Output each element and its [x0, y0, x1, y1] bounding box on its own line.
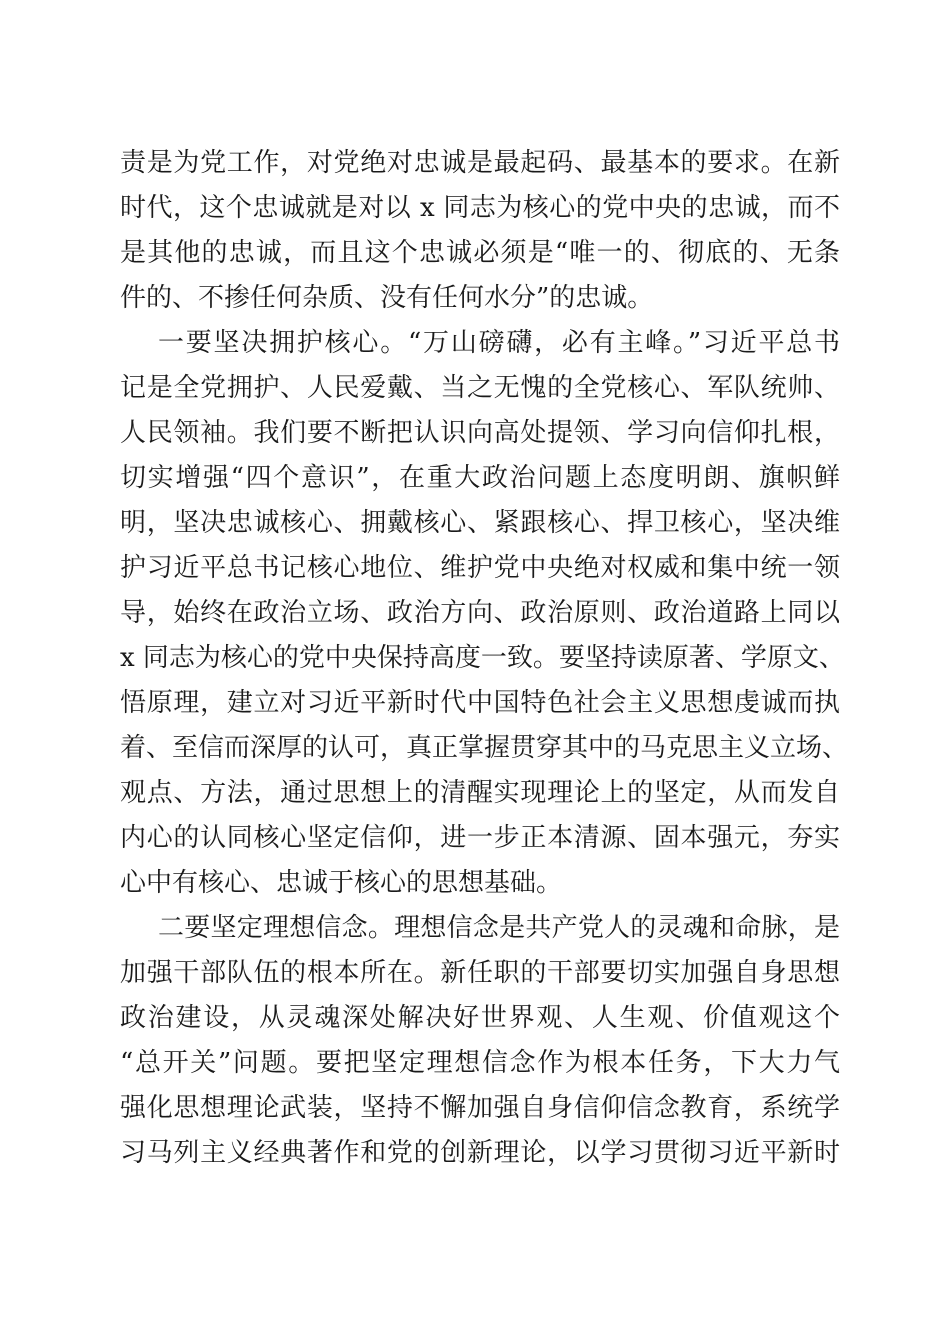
- paragraph-heading-line: 二要坚定理想信念。理想信念是共产党人的灵魂和命脉，是: [158, 913, 840, 943]
- text-line: 时代，这个忠诚就是对以 x 同志为核心的党中央的忠诚，而不: [120, 193, 840, 223]
- text-line: 政治建设，从灵魂深处解决好世界观、人生观、价值观这个: [120, 1003, 840, 1033]
- text-line: 内心的认同核心坚定信仰，进一步正本清源、固本强元，夯实: [120, 823, 840, 853]
- text-line: 切实增强“四个意识”，在重大政治问题上态度明朗、旗帜鲜: [120, 463, 840, 493]
- text-line: 加强干部队伍的根本所在。新任职的干部要切实加强自身思想: [120, 958, 840, 988]
- text-line: 记是全党拥护、人民爱戴、当之无愧的全党核心、军队统帅、: [120, 373, 840, 403]
- text-line: 护习近平总书记核心地位、维护党中央绝对权威和集中统一领: [120, 553, 840, 583]
- text-line: 悟原理，建立对习近平新时代中国特色社会主义思想虔诚而执: [120, 688, 840, 718]
- text-line: 明，坚决忠诚核心、拥戴核心、紧跟核心、捍卫核心，坚决维: [120, 508, 840, 538]
- text-line: 责是为党工作，对党绝对忠诚是最起码、最基本的要求。在新: [120, 148, 840, 178]
- text-line: 强化思想理论武装，坚持不懈加强自身信仰信念教育，系统学: [120, 1093, 840, 1123]
- text-line: 习马列主义经典著作和党的创新理论，以学习贯彻习近平新时: [120, 1138, 840, 1168]
- text-line: 着、至信而深厚的认可，真正掌握贯穿其中的马克思主义立场、: [120, 733, 849, 763]
- text-line: 件的、不掺任何杂质、没有任何水分”的忠诚。: [120, 283, 654, 313]
- text-line: 导，始终在政治立场、政治方向、政治原则、政治道路上同以: [120, 598, 840, 628]
- text-line: 观点、方法，通过思想上的清醒实现理论上的坚定，从而发自: [120, 778, 840, 808]
- text-line: 心中有核心、忠诚于核心的思想基础。: [120, 868, 563, 898]
- text-line: x 同志为核心的党中央保持高度一致。要坚持读原著、学原文、: [120, 643, 845, 673]
- text-line: 是其他的忠诚，而且这个忠诚必须是“唯一的、彻底的、无条: [120, 238, 840, 268]
- text-line: “总开关”问题。要把坚定理想信念作为根本任务，下大力气: [120, 1048, 840, 1078]
- paragraph-heading-line: 一要坚决拥护核心。“万山磅礴，必有主峰。”习近平总书: [158, 328, 840, 358]
- text-line: 人民领袖。我们要不断把认识向高处提领、学习向信仰扎根，: [120, 418, 840, 448]
